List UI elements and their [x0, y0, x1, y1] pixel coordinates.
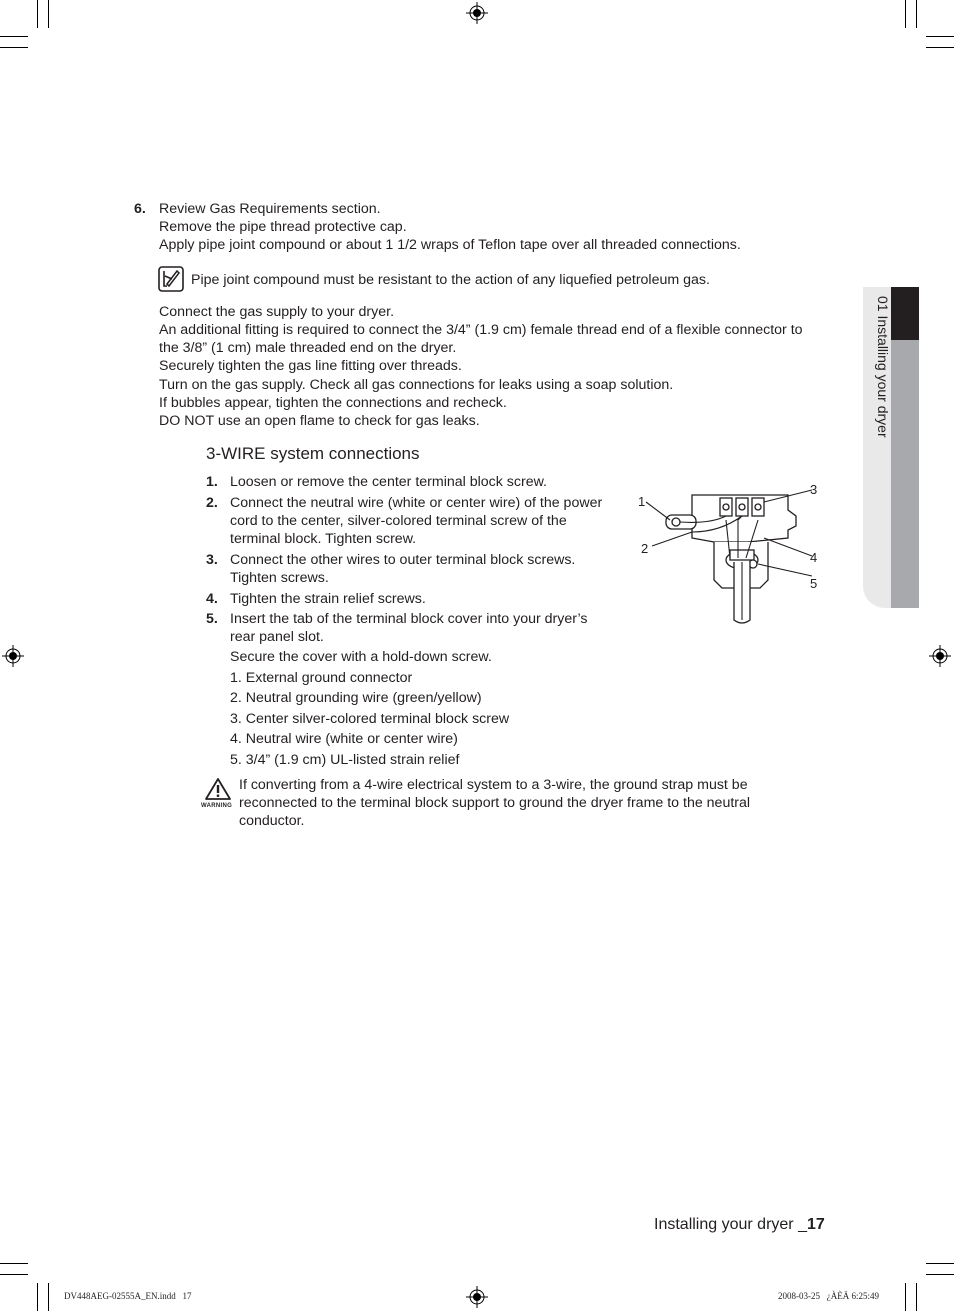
step-number: 3.: [206, 552, 218, 568]
step-line: the 3/8” (1 cm) male threaded end on the dryer.: [159, 340, 457, 356]
registration-mark-icon: [466, 2, 488, 24]
callout-label: 5: [810, 576, 818, 591]
warning-text: If converting from a 4-wire electrical system to a 3-wire, the ground strap must be: [239, 777, 748, 793]
terminal-block-diagram: [630, 480, 830, 630]
legend-item: 3. Center silver-colored terminal block screw: [230, 711, 510, 727]
step-line: Connect the neutral wire (white or center wire) of the power: [230, 495, 603, 511]
step-line: Securely tighten the gas line fitting over threads.: [159, 358, 462, 374]
chapter-tab-label: 01 Installing your dryer: [875, 296, 891, 438]
step-line: rear panel slot.: [230, 629, 324, 645]
step-number: 2.: [206, 495, 218, 511]
step-line: DO NOT use an open flame to check for gas leaks.: [159, 413, 480, 429]
legend-item: 2. Neutral grounding wire (green/yellow): [230, 690, 482, 706]
step-line: Remove the pipe thread protective cap.: [159, 219, 407, 235]
step-line: Secure the cover with a hold-down screw.: [230, 649, 492, 665]
step-line: terminal block. Tighten screw.: [230, 531, 417, 547]
warning-icon: [204, 777, 232, 801]
step-number: 5.: [206, 611, 218, 627]
step-line: Connect the other wires to outer terminal block screws.: [230, 552, 576, 568]
callout-label: 2: [641, 541, 649, 556]
registration-mark-icon: [929, 645, 951, 667]
legend-item: 1. External ground connector: [230, 670, 413, 686]
print-timestamp: 2008-03-25 ¿ÀÈÄ 6:25:49: [778, 1291, 879, 1301]
step-line: Tighten the strain relief screws.: [230, 591, 426, 607]
step-line: Loosen or remove the center terminal block screw.: [230, 474, 548, 490]
step-number: 4.: [206, 591, 218, 607]
step-line: Insert the tab of the terminal block cover into your dryer’s: [230, 611, 588, 627]
section-heading: 3-WIRE system connections: [206, 444, 420, 463]
step-line: An additional fitting is required to connect the 3/4” (1.9 cm) female thread end of a flexible connector to: [159, 322, 803, 338]
step-number: 6.: [134, 201, 146, 217]
registration-mark-icon: [466, 1286, 488, 1308]
page-footer-label: [654, 1215, 825, 1235]
note-text: Pipe joint compound must be resistant to the action of any liquefied petroleum gas.: [191, 272, 710, 288]
step-line: cord to the center, silver-colored terminal screw of the: [230, 513, 567, 529]
file-info: DV448AEG-02555A_EN.indd 17: [64, 1291, 192, 1301]
warning-label: WARNING: [201, 803, 233, 809]
note-icon: [158, 266, 184, 292]
callout-label: 1: [638, 494, 646, 509]
callout-label: 3: [810, 482, 818, 497]
legend-item: 5. 3/4” (1.9 cm) UL-listed strain relief: [230, 752, 460, 768]
step-line: Connect the gas supply to your dryer.: [159, 304, 395, 320]
step-line: Apply pipe joint compound or about 1 1/2 wraps of Teflon tape over all threaded connections.: [159, 237, 741, 253]
step-line: If bubbles appear, tighten the connections and recheck.: [159, 395, 507, 411]
step-line: Tighten screws.: [230, 570, 329, 586]
page-number: 17: [806, 1216, 825, 1233]
warning-text: conductor.: [239, 813, 305, 829]
step-line: Review Gas Requirements section.: [159, 201, 381, 217]
step-number: 1.: [206, 474, 218, 490]
step-line: Turn on the gas supply. Check all gas connections for leaks using a soap solution.: [159, 377, 674, 393]
chapter-side-tab: [863, 287, 919, 608]
page-footer-title: Installing your dryer _: [654, 1216, 807, 1233]
legend-item: 4. Neutral wire (white or center wire): [230, 731, 458, 747]
registration-mark-icon: [2, 645, 24, 667]
callout-label: 4: [810, 550, 818, 565]
warning-text: reconnected to the terminal block support to ground the dryer frame to the neutral: [239, 795, 751, 811]
